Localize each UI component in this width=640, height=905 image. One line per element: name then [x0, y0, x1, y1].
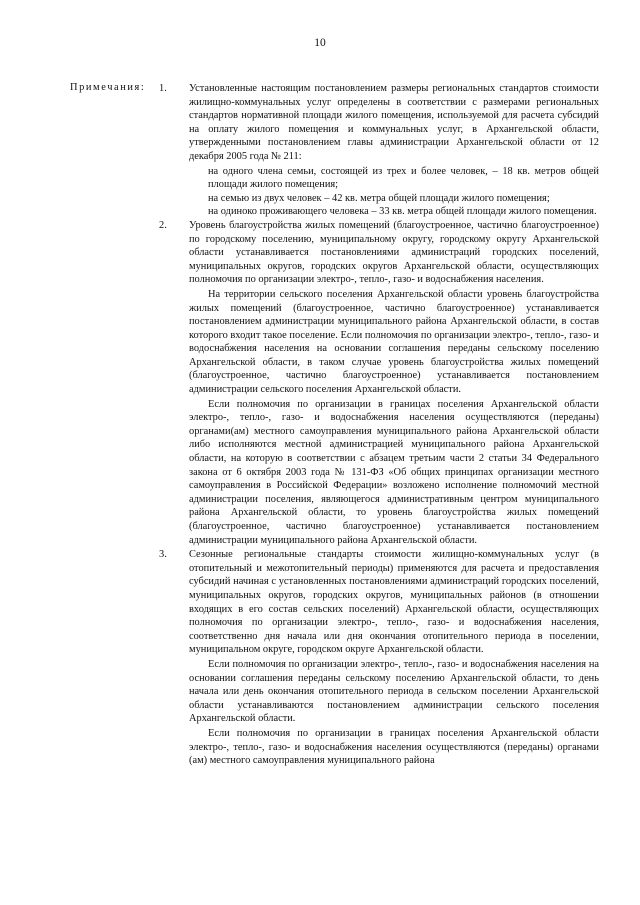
- note-list-item: на одиноко проживающего человека – 33 кв. метра общей площади жилого помещения.: [208, 206, 597, 218]
- note-paragraph: Установленные настоящим постановлением размеры региональных стандартов стоимости жилищно-коммунальных услуг определены в соответствии с размерами региональных стандартов нормативной площади жилого помещения, используемой для расчета субсидий на оплату жилого помещения и коммунальных услуг, в Архангельской области, утвержденными постановлением главы администрации Архангельской области от 12 декабря 2005 года № 211:: [189, 83, 599, 162]
- note-list-item: на одного члена семьи, состоящей из трех и более человек, – 18 кв. метров общей площади жилого помещения;: [208, 165, 599, 191]
- note-paragraph: Если полномочия по организации в границах поселения Архангельской области электро-, тепло-, газо- и водоснабжения населения осуществляются (переданы) органами (ам) местного самоуправления муниципального района: [189, 727, 599, 767]
- note-2: [159, 219, 599, 547]
- note-number: 3.: [159, 549, 167, 561]
- note-paragraph: Если полномочия по организации в границах поселения Архангельской области электро-, тепло-, газо- и водоснабжения населения осуществляются (переданы) органами(ам) местного самоуправления муниципального района Архангельской области либо исполняются местной администрацией муниципального района Архангельской области, на которую в соответствии с абзацем третьим части 2 статьи 34 Федерального закона от 6 октября 2003 года № 131-ФЗ «Об общих принципах организации местного самоуправления в Российской Федерации» возложено исполнение полномочий местной администрации поселения, являющегося административным центром муниципального района Архангельской области, то уровень благоустройства жилых помещений (благоустроенное, частично благоустроенное) устанавливается постановлением администрации муниципального района Архангельской области.: [189, 398, 599, 546]
- note-paragraph: Если полномочия по организации электро-, тепло-, газо- и водоснабжения населения на основании соглашения переданы сельскому поселению Архангельской области, то день начала или день окончания отопительного периода в сельском поселении Архангельской области устанавливаются постановлением администрации сельского поселения Архангельской области.: [189, 658, 599, 725]
- note-paragraph: Сезонные региональные стандарты стоимости жилищно-коммунальных услуг (в отопительный и межотопительный периоды) применяются для расчета и предоставления субсидий начиная с установленных постановлениями администраций городских поселений, муниципальных округов, городских округов, муниципальных районов (в отношении входящих в его состав сельских поселений) Архангельской области, осуществляющих полномочия по организации электро-, тепло-, газо- и водоснабжения населения, соответственно дня начала или дня окончания отопительного периода в поселении, муниципальном округе, городском округе Архангельской области.: [189, 549, 599, 656]
- note-number: 1.: [159, 83, 167, 94]
- notes-list: [159, 82, 599, 768]
- note-1: [159, 82, 599, 219]
- notes-label: Примечания:: [70, 82, 146, 93]
- note-list-item: на семью из двух человек – 42 кв. метра общей площади жилого помещения;: [208, 192, 550, 204]
- note-number: 2.: [159, 219, 167, 231]
- note-3: [159, 548, 599, 768]
- page-number: 10: [314, 37, 326, 49]
- note-paragraph: На территории сельского поселения Архангельской области уровень благоустройства жилых помещений (благоустроенное, частично благоустроенное) устанавливается постановлением администрации муниципального района Архангельской области, в состав которого входит такое поселение. Если полномочия по организации электро-, тепло-, газо- и водоснабжения населения на основании соглашения переданы сельскому поселению Архангельской области, в таком случае уровень благоустройства жилых помещений (благоустроенное, частично благоустроенное) устанавливается постановлением администрации сельского поселения Архангельской области.: [189, 288, 599, 396]
- note-paragraph: Уровень благоустройства жилых помещений (благоустроенное, частично благоустроенное) по городскому поселению, муниципальному округу, городскому округу Архангельской области устанавливается постановлениями администраций городских поселений, муниципальных округов, городских округов Архангельской области, осуществляющих полномочия по организации электро-, тепло-, газо- и водоснабжения населения.: [189, 219, 599, 286]
